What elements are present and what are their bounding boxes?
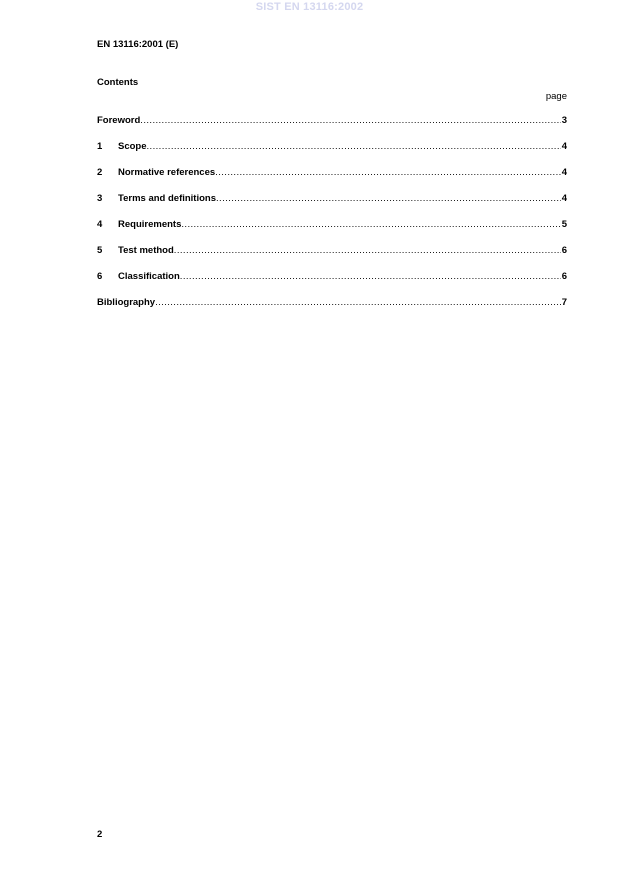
- toc-entry-page: 6: [561, 245, 567, 256]
- toc-dot-leader: [147, 141, 561, 152]
- toc-entry-classification[interactable]: [97, 271, 567, 297]
- toc-entry-title: Requirements: [118, 219, 182, 230]
- toc-entry-scope[interactable]: [97, 141, 567, 167]
- toc-entry-number: 6: [97, 271, 103, 282]
- toc-entry-page: 4: [561, 141, 567, 152]
- document-header: EN 13116:2001 (E): [97, 39, 179, 50]
- toc-entry-title: Normative references: [118, 167, 216, 178]
- toc-dot-leader: [181, 219, 560, 230]
- toc-entry-number: 1: [97, 141, 103, 152]
- watermark: SIST EN 13116:2002: [255, 1, 364, 13]
- contents-title: Contents: [97, 77, 139, 88]
- toc-entry-page: 7: [561, 297, 567, 308]
- toc-entry-number: 4: [97, 219, 103, 230]
- toc-entry-title: Terms and definitions: [118, 193, 217, 204]
- toc-dot-leader: [180, 271, 561, 282]
- toc-entry-page: 5: [561, 219, 567, 230]
- toc-entry-title: Scope: [118, 141, 147, 152]
- toc-entry-page: 4: [561, 193, 567, 204]
- toc-dot-leader: [174, 245, 561, 256]
- toc-entry-number: 5: [97, 245, 103, 256]
- page-column-label: page: [545, 91, 567, 102]
- toc-entry-page: 3: [561, 115, 567, 126]
- toc-dot-leader: [140, 115, 560, 126]
- toc-entry-foreword[interactable]: [97, 115, 567, 141]
- toc-dot-leader: [155, 297, 561, 308]
- toc-dot-leader: [216, 193, 561, 204]
- toc-entry-title: Test method: [118, 245, 174, 256]
- toc-dot-leader: [215, 167, 561, 178]
- toc-entry-page: 4: [561, 167, 567, 178]
- toc-entry-page: 6: [561, 271, 567, 282]
- toc-entry-terms-and-definitions[interactable]: [97, 193, 567, 219]
- toc-entry-number: 2: [97, 167, 103, 178]
- toc-entry-test-method[interactable]: [97, 245, 567, 271]
- toc-entry-title: Bibliography: [97, 297, 156, 308]
- toc-entry-normative-references[interactable]: [97, 167, 567, 193]
- toc-entry-number: 3: [97, 193, 103, 204]
- toc-entry-title: Classification: [118, 271, 180, 282]
- table-of-contents: [97, 115, 567, 323]
- toc-entry-bibliography[interactable]: [97, 297, 567, 323]
- toc-entry-title: Foreword: [97, 115, 141, 126]
- toc-entry-requirements[interactable]: [97, 219, 567, 245]
- page-number: 2: [97, 829, 103, 840]
